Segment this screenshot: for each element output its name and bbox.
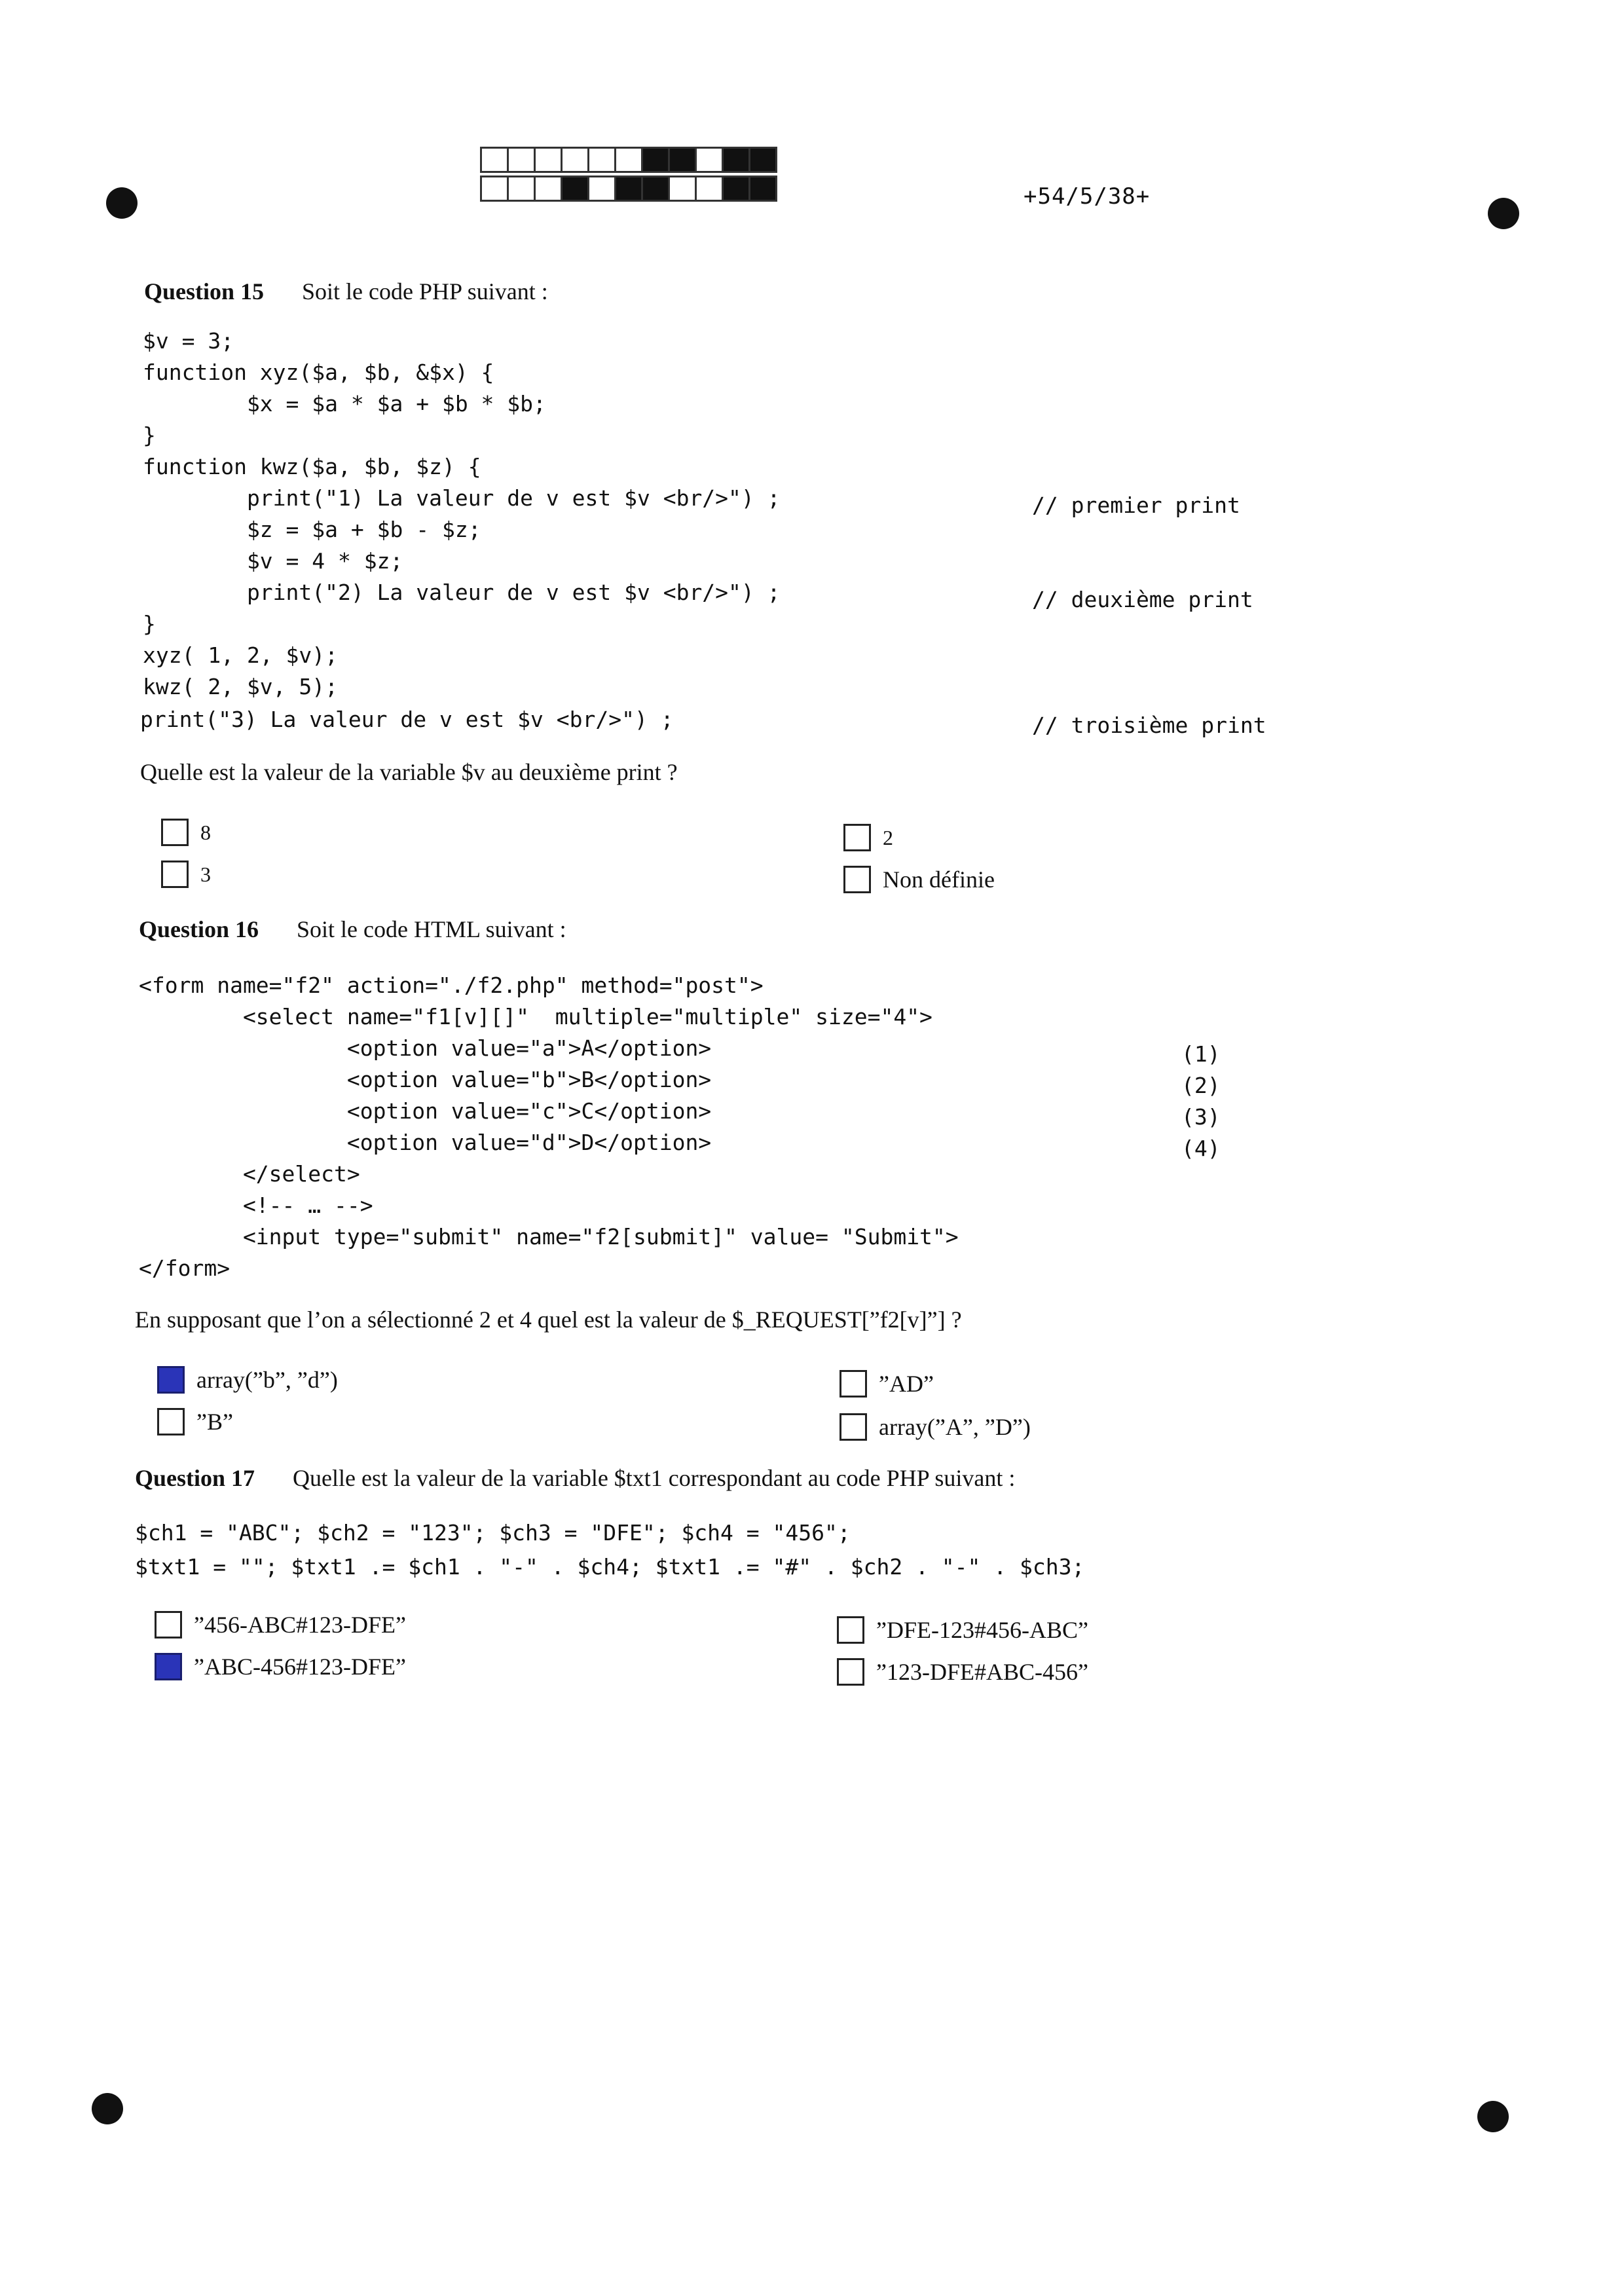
q15-number: Question 15 <box>144 278 265 305</box>
barcode-cell-filled <box>563 177 589 200</box>
option-label: ”AD” <box>879 1371 934 1397</box>
q17-option-abc-456[interactable] <box>155 1650 406 1683</box>
checkbox[interactable] <box>837 1616 864 1644</box>
barcode-cell-empty <box>536 177 563 200</box>
q15-option-8[interactable] <box>161 816 211 849</box>
line-number: (3) <box>1181 1104 1221 1130</box>
comment-premier-print: // premier print <box>1032 492 1240 518</box>
barcode-cell-empty <box>589 177 616 200</box>
code-line: print("1) La valeur de v est $v <br/>") ; <box>143 485 781 511</box>
q17-number: Question 17 <box>135 1465 255 1491</box>
q16-intro: Soit le code HTML suivant : <box>297 916 566 942</box>
corner-mark-top-right <box>1488 198 1519 229</box>
code-line: <select name="f1[v][]" multiple="multiple" size="4"> <box>139 1004 932 1029</box>
option-label: Non définie <box>883 866 995 893</box>
barcode-cell-empty <box>482 177 509 200</box>
code-line: } <box>143 611 156 637</box>
code-line: <option value="d">D</option> <box>139 1130 712 1155</box>
option-label: ”ABC-456#123-DFE” <box>194 1654 406 1680</box>
code-line: $txt1 = ""; $txt1 .= $ch1 . "-" . $ch4; $txt1 .= "#" . $ch2 . "-" . $ch3; <box>135 1554 1085 1580</box>
code-line: <option value="b">B</option> <box>139 1067 712 1092</box>
barcode-cell-empty <box>670 177 697 200</box>
corner-mark-top-left <box>106 187 138 219</box>
barcode-cell-empty <box>589 149 616 171</box>
checkbox-checked[interactable] <box>157 1366 185 1394</box>
q15-intro: Soit le code PHP suivant : <box>302 278 548 305</box>
code-line: kwz( 2, $v, 5); <box>143 674 339 699</box>
option-label: ”DFE-123#456-ABC” <box>876 1617 1088 1643</box>
barcode-cell-filled <box>643 149 670 171</box>
code-line: $v = 3; <box>143 328 234 354</box>
option-label: 2 <box>883 825 893 849</box>
barcode-cell-filled <box>616 177 643 200</box>
checkbox[interactable] <box>843 824 871 851</box>
code-line: </select> <box>139 1161 360 1187</box>
checkbox[interactable] <box>157 1408 185 1435</box>
barcode-cell-empty <box>563 149 589 171</box>
checkbox[interactable] <box>837 1658 864 1686</box>
code-line: </form> <box>139 1255 231 1281</box>
checkbox[interactable] <box>161 861 189 888</box>
code-line: $z = $a + $b - $z; <box>143 517 481 542</box>
comment-deuxieme-print: // deuxième print <box>1032 587 1253 612</box>
checkbox[interactable] <box>840 1370 867 1398</box>
option-label: 3 <box>200 862 211 886</box>
q15-option-non-definie[interactable] <box>843 863 995 896</box>
barcode-cell-empty <box>697 177 724 200</box>
q15-prompt: Quelle est la valeur de la variable $v au deuxième print ? <box>140 759 678 785</box>
q15-option-3[interactable] <box>161 858 211 891</box>
line-number: (1) <box>1181 1041 1221 1067</box>
line-number: (2) <box>1181 1073 1221 1098</box>
code-line: <input type="submit" name="f2[submit]" value= "Submit"> <box>139 1224 959 1250</box>
q15-option-2[interactable] <box>843 821 893 854</box>
q17-option-dfe-123[interactable] <box>837 1614 1088 1646</box>
option-label: ”B” <box>196 1409 233 1435</box>
q16-number: Question 16 <box>139 916 259 942</box>
q15-header <box>144 278 548 305</box>
code-line: <!-- … --> <box>139 1193 373 1218</box>
barcode-row-1 <box>480 147 777 173</box>
page-id: +54/5/38+ <box>1024 183 1151 210</box>
checkbox[interactable] <box>843 866 871 893</box>
code-line: function xyz($a, $b, &$x) { <box>143 360 494 385</box>
checkbox[interactable] <box>840 1413 867 1441</box>
code-line: <option value="c">C</option> <box>139 1098 712 1124</box>
barcode-cell-filled <box>724 149 750 171</box>
line-number: (4) <box>1181 1136 1221 1161</box>
q16-option-ad[interactable] <box>840 1367 934 1400</box>
code-line: $x = $a * $a + $b * $b; <box>143 391 546 417</box>
option-label: ”123-DFE#ABC-456” <box>876 1659 1088 1685</box>
q17-header <box>135 1464 1015 1492</box>
code-line: <form name="f2" action="./f2.php" method="post"> <box>139 972 764 998</box>
code-line: $ch1 = "ABC"; $ch2 = "123"; $ch3 = "DFE"; $ch4 = "456"; <box>135 1520 851 1546</box>
barcode-row-2 <box>480 176 777 202</box>
code-line: print("2) La valeur de v est $v <br/>") ; <box>143 580 781 605</box>
code-line: print("3) La valeur de v est $v <br/>") ; <box>140 707 674 732</box>
barcode-cell-empty <box>697 149 724 171</box>
option-label: array(”b”, ”d”) <box>196 1367 338 1393</box>
barcode-cell-empty <box>482 149 509 171</box>
checkbox-checked[interactable] <box>155 1653 182 1680</box>
barcode-cell-filled <box>724 177 750 200</box>
code-line: function kwz($a, $b, $z) { <box>143 454 481 479</box>
q16-option-b[interactable] <box>157 1405 233 1438</box>
code-line: xyz( 1, 2, $v); <box>143 642 339 668</box>
barcode-cell-empty <box>509 177 536 200</box>
code-line: } <box>143 422 156 448</box>
q16-header <box>139 916 566 943</box>
corner-mark-bottom-right <box>1477 2101 1509 2132</box>
checkbox[interactable] <box>155 1611 182 1639</box>
q16-option-array-b-d[interactable] <box>157 1363 338 1396</box>
barcode-cell-empty <box>536 149 563 171</box>
barcode-cell-filled <box>643 177 670 200</box>
code-line: <option value="a">A</option> <box>139 1035 712 1061</box>
q17-option-123-dfe[interactable] <box>837 1656 1088 1688</box>
q16-option-array-a-d[interactable] <box>840 1411 1031 1443</box>
option-label: ”456-ABC#123-DFE” <box>194 1612 406 1638</box>
corner-mark-bottom-left <box>92 2093 123 2124</box>
q16-prompt: En supposant que l’on a sélectionné 2 et 4 quel est la valeur de $_REQUEST[”f2[v]”] ? <box>135 1306 962 1333</box>
barcode-cell-filled <box>670 149 697 171</box>
barcode-cell-filled <box>750 177 775 200</box>
q17-option-456-abc[interactable] <box>155 1608 406 1641</box>
q17-intro: Quelle est la valeur de la variable $txt1 correspondant au code PHP suivant : <box>293 1465 1016 1491</box>
barcode-cell-empty <box>509 149 536 171</box>
comment-troisieme-print: // troisième print <box>1032 713 1266 738</box>
option-label: 8 <box>200 820 211 844</box>
code-line: $v = 4 * $z; <box>143 548 403 574</box>
barcode-cell-empty <box>616 149 643 171</box>
checkbox[interactable] <box>161 819 189 846</box>
option-label: array(”A”, ”D”) <box>879 1414 1031 1440</box>
barcode-cell-filled <box>750 149 775 171</box>
